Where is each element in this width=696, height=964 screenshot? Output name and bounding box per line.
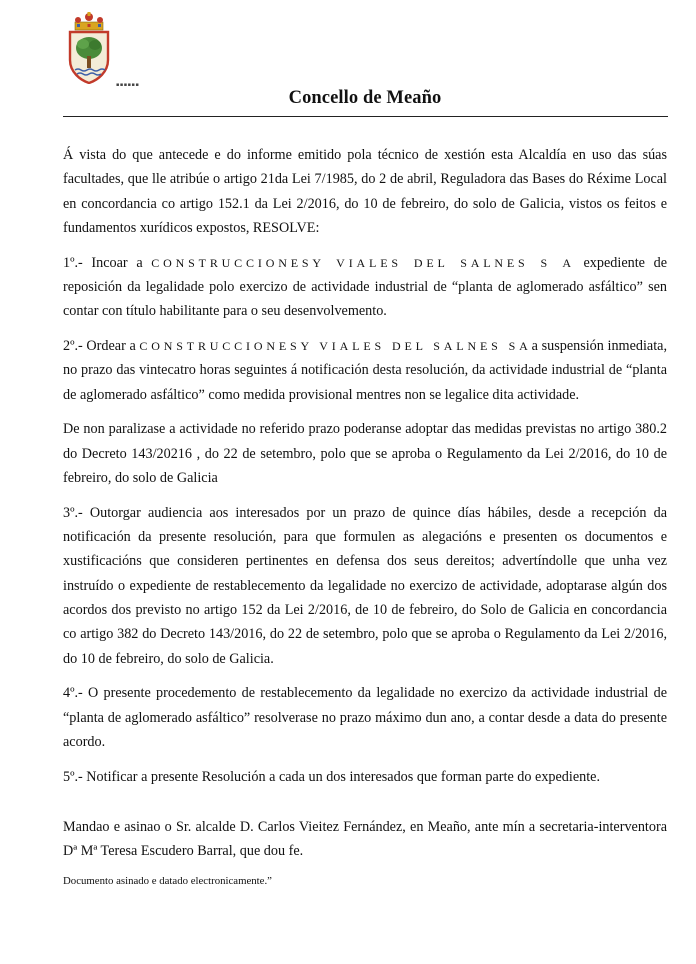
point-2-text: a suspensión inmediata, no prazo das vintecatro horas seguintes á notificación desta resolución, da actividade industrial de “planta de aglomerado asfáltico” como medida provisional mentres non se legalice dita actividade. <box>63 338 667 403</box>
resolution-point-3: 3º.- Outorgar audiencia aos interesados por un prazo de quince días hábiles, desde a recepción da notificación da presente resolución, para que formulen as alegacións e presenten os documentos e xustificacións que consideren pertinentes en defensa dos seus dereitos; advertíndolle que unha vez instruído o expediente de restablecemento da legalidade no exercizo de actividade, adoptarase algún dos acordos dos previsto no artigo 152 da Lei 2/2016, de 10 de febreiro, do Solo de Galicia en concordancia co artigo 382 do Decreto 143/2016, do 22 de setembro, polo que se aproba o Regulamento da Lei 2/2016, do 10 de febreiro, do solo de Galicia. <box>63 504 667 667</box>
crest-caption-mark: ▪▪▪▪▪▪ <box>116 82 140 88</box>
header-divider <box>63 116 668 117</box>
intro-paragraph: Á vista do que antecede e do informe emitido pola técnico de xestión esta Alcaldía en uso das súas facultades, que lle atribúe o artigo 21da Lei 7/1985, do 2 de abril, Reguladora das Bases do Réxime Local en concordancia co artigo 152.1 da Lei 2/2016, do 10 de febreiro, do solo de Galicia, vistos os feitos e fundamentos xurídicos expostos, RESOLVE: <box>63 147 667 236</box>
resolution-point-5: 5º.- Notificar a presente Resolución a cada un dos interesados que forman parte do expediente. <box>63 768 601 785</box>
page-title: Concello de Meaño <box>288 88 442 108</box>
point-1-prefix: 1º.- Incoar a <box>63 254 152 271</box>
company-name: CONSTRUCCIONESY VIALES DEL SALNES SA <box>139 339 532 354</box>
company-name: CONSTRUCCIONESY VIALES DEL SALNES S A <box>151 255 575 270</box>
point-1-text: expediente de reposición da legalidade polo exercizo de actividade industrial de “planta de aglomerado asfáltico” sen contar con título habilitante para o seu desenvolvemento. <box>63 254 668 320</box>
point-2-prefix: 2º.- Ordear a <box>63 338 140 355</box>
resolution-point-1 <box>63 251 667 324</box>
non-compliance-paragraph: De non paralizase a actividade no referido prazo poderanse adoptar das medidas previstas no artigo 380.2 do Decreto 143/20216 , do 22 de setembro, polo que se aproba o Regulamento da Lei 2/2016, do 10 de febreiro, do solo de Galicia <box>63 421 667 487</box>
resolution-point-2 <box>63 334 667 407</box>
signature-paragraph: Mandao e asinao o Sr. alcalde D. Carlos Vieitez Fernández, en Meaño, ante mín a secretaria-interventora Dª Mª Teresa Escudero Barral, que dou fe. <box>63 819 667 860</box>
electronic-signature-note: Documento asinado e datado electronicamente.” <box>63 875 272 888</box>
document-body <box>63 143 667 899</box>
municipal-coat-of-arms-icon <box>66 12 112 84</box>
resolution-point-4: 4º.- O presente procedemento de restablecemento da legalidade no exercizo da actividade industrial de “planta de aglomerado asfáltico” resolverase no prazo máximo dun ano, a contar desde a data do presente acordo. <box>63 685 667 751</box>
